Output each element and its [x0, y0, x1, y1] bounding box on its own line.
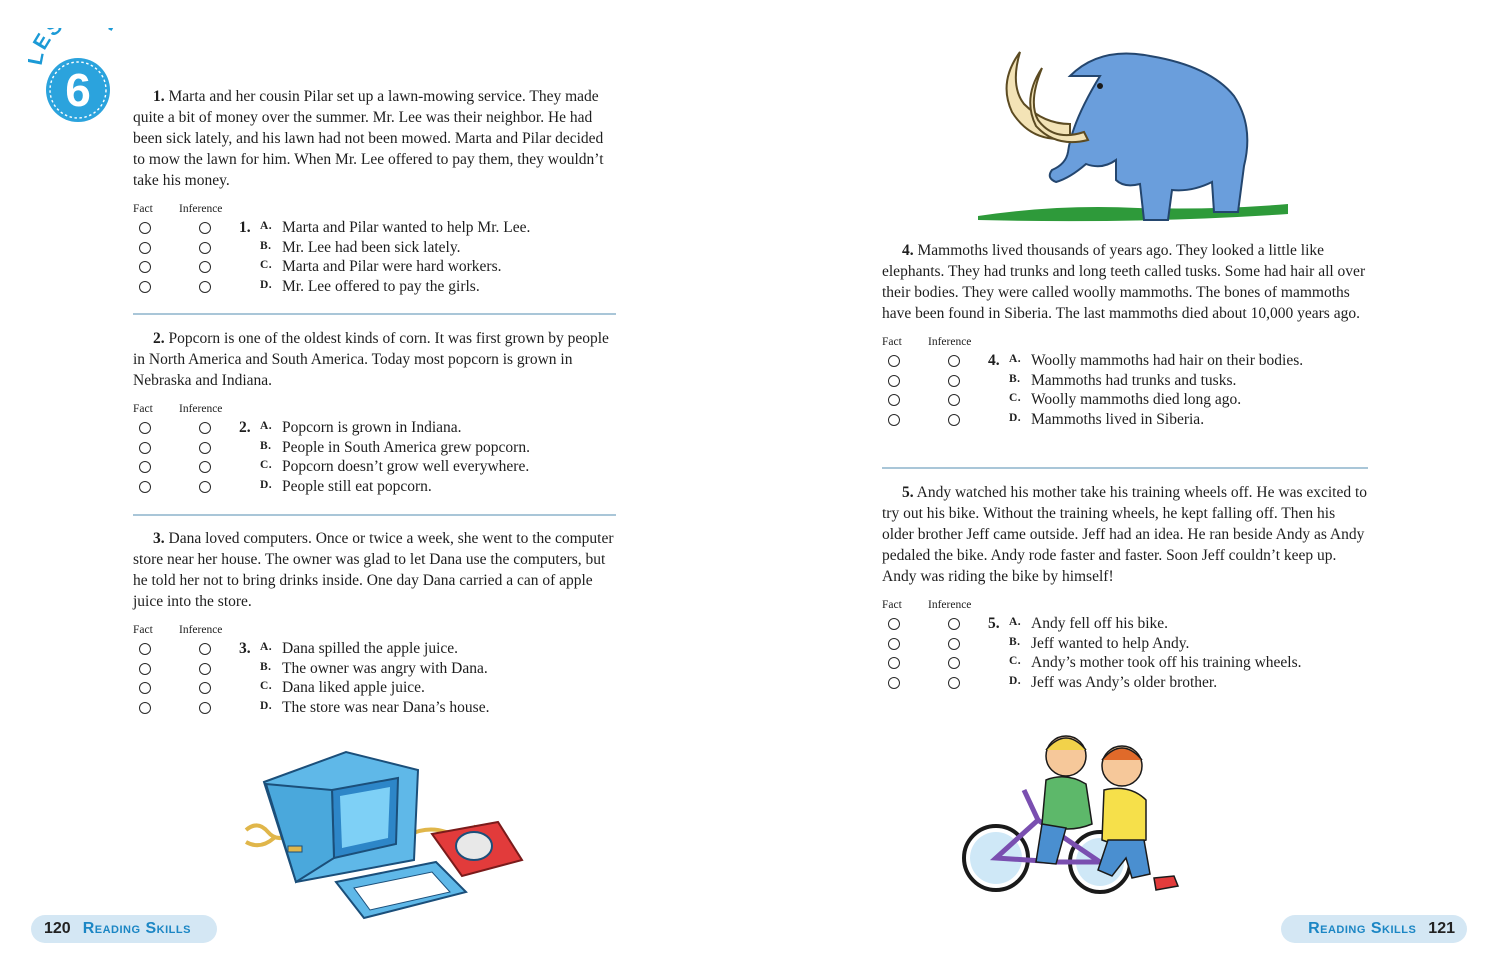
answer-grid-4: [882, 336, 1368, 430]
fact-radio[interactable]: [139, 281, 151, 293]
fact-radio[interactable]: [888, 394, 900, 406]
option-row: 4. A. Woolly mammoths had hair on their bodies.: [882, 352, 1368, 372]
inference-radio[interactable]: [199, 281, 211, 293]
inference-radio[interactable]: [948, 677, 960, 689]
fact-radio[interactable]: [139, 643, 151, 655]
fact-radio[interactable]: [888, 638, 900, 650]
inference-radio[interactable]: [948, 618, 960, 630]
fact-radio[interactable]: [139, 442, 151, 454]
right-footer: [1281, 915, 1467, 943]
inference-radio[interactable]: [948, 657, 960, 669]
right-page: [750, 0, 1500, 960]
fact-radio[interactable]: [139, 481, 151, 493]
inference-radio[interactable]: [948, 355, 960, 367]
divider: [133, 313, 616, 315]
option-row: B. Mammoths had trunks and tusks.: [882, 372, 1368, 392]
fact-header: Fact: [133, 403, 153, 415]
question-1: [133, 86, 619, 297]
inference-radio[interactable]: [199, 682, 211, 694]
option-row: D. Mr. Lee offered to pay the girls.: [133, 278, 619, 298]
passage-3: 3. Dana loved computers. Once or twice a week, she went to the computer store near her house. The owner was glad to let Dana use the computers, but he told her not to bring drinks inside. One day Dana carried a can of apple juice into the store.: [133, 530, 614, 610]
inference-radio[interactable]: [199, 663, 211, 675]
fact-radio[interactable]: [139, 663, 151, 675]
inference-radio[interactable]: [199, 442, 211, 454]
inference-radio[interactable]: [199, 242, 211, 254]
inference-radio[interactable]: [948, 394, 960, 406]
option-row: 2. A. Popcorn is grown in Indiana.: [133, 419, 619, 439]
option-row: C. Popcorn doesn’t grow well everywhere.: [133, 458, 619, 478]
option-row: B. People in South America grew popcorn.: [133, 439, 619, 459]
page-number: 120: [44, 920, 71, 937]
fact-radio[interactable]: [139, 682, 151, 694]
passage-2: 2. Popcorn is one of the oldest kinds of corn. It was first grown by people in North America and South America. Today most popcorn is grown in Nebraska and Indiana.: [133, 330, 609, 389]
page-number: 121: [1428, 920, 1455, 937]
divider: [882, 467, 1368, 469]
answer-grid-3: [133, 624, 619, 718]
fact-radio[interactable]: [888, 657, 900, 669]
question-5: [882, 482, 1368, 693]
option-row: D. People still eat popcorn.: [133, 478, 619, 498]
inference-header: Inference: [179, 403, 223, 415]
question-3: [133, 528, 619, 718]
fact-radio[interactable]: [888, 414, 900, 426]
option-row: D. Mammoths lived in Siberia.: [882, 411, 1368, 431]
fact-radio[interactable]: [139, 261, 151, 273]
inference-radio[interactable]: [199, 643, 211, 655]
inference-header: Inference: [179, 624, 223, 636]
inference-radio[interactable]: [199, 481, 211, 493]
fact-radio[interactable]: [888, 618, 900, 630]
fact-radio[interactable]: [888, 355, 900, 367]
option-row: D. Jeff was Andy’s older brother.: [882, 674, 1368, 694]
option-row: C. Dana liked apple juice.: [133, 679, 619, 699]
option-row: 3. A. Dana spilled the apple juice.: [133, 640, 619, 660]
computer-illustration: [236, 742, 526, 927]
inference-header: Inference: [928, 336, 972, 348]
option-row: 1. A. Marta and Pilar wanted to help Mr. Lee.: [133, 219, 619, 239]
question-2: [133, 328, 619, 497]
inference-radio[interactable]: [199, 461, 211, 473]
section-title: Reading Skills: [82, 920, 191, 937]
fact-radio[interactable]: [139, 702, 151, 714]
option-row: B. Jeff wanted to help Andy.: [882, 635, 1368, 655]
lesson-badge: [28, 28, 138, 138]
answer-grid-1: [133, 203, 619, 297]
option-row: D. The store was near Dana’s house.: [133, 699, 619, 719]
inference-radio[interactable]: [199, 261, 211, 273]
option-row: 5. A. Andy fell off his bike.: [882, 615, 1368, 635]
fact-radio[interactable]: [139, 222, 151, 234]
inference-radio[interactable]: [948, 414, 960, 426]
section-title: Reading Skills: [1308, 920, 1417, 937]
inference-header: Inference: [179, 203, 223, 215]
inference-radio[interactable]: [948, 375, 960, 387]
question-4: [882, 240, 1368, 430]
passage-1: 1. Marta and her cousin Pilar set up a lawn-mowing service. They made quite a bit of money over the summer. Mr. Lee was their neighbor. He had been sick lately, and his lawn had not been mowed. Marta and Pilar decided to mow the lawn for him. When Mr. Lee offered to pay them, they wouldn’t take his money.: [133, 88, 604, 189]
left-footer: [31, 915, 217, 943]
option-row: B. Mr. Lee had been sick lately.: [133, 239, 619, 259]
passage-5: 5. Andy watched his mother take his training wheels off. He was excited to try out his bike. Without the training wheels, he kept falling off. Then his older brother Jeff came outside. Jeff had an idea. He ran beside Andy as Andy pedaled the bike. Andy rode faster and faster. Soon Jeff couldn’t keep up. Andy was riding the bike by himself!: [882, 484, 1368, 585]
passage-4: 4. Mammoths lived thousands of years ago. They looked a little like elephants. They had trunks and long teeth called tusks. Some had hair all over their bodies. They were called woolly mammoths. The bones of mammoths have been found in Siberia. The last mammoths died about 10,000 years ago.: [882, 242, 1366, 322]
divider: [133, 514, 616, 516]
fact-header: Fact: [882, 336, 902, 348]
answer-grid-5: [882, 599, 1368, 693]
fact-radio[interactable]: [888, 677, 900, 689]
option-row: C. Woolly mammoths died long ago.: [882, 391, 1368, 411]
inference-radio[interactable]: [199, 702, 211, 714]
lesson-label: e: [28, 28, 57, 54]
fact-header: Fact: [133, 624, 153, 636]
inference-radio[interactable]: [199, 222, 211, 234]
bike-illustration: [958, 728, 1228, 913]
lesson-number: 6: [65, 64, 91, 116]
option-row: B. The owner was angry with Dana.: [133, 660, 619, 680]
option-row: C. Andy’s mother took off his training wheels.: [882, 654, 1368, 674]
fact-radio[interactable]: [139, 422, 151, 434]
answer-grid-2: [133, 403, 619, 497]
option-row: C. Marta and Pilar were hard workers.: [133, 258, 619, 278]
mammoth-illustration: [974, 36, 1294, 231]
fact-radio[interactable]: [888, 375, 900, 387]
fact-header: Fact: [882, 599, 902, 611]
fact-radio[interactable]: [139, 461, 151, 473]
inference-header: Inference: [928, 599, 972, 611]
inference-radio[interactable]: [199, 422, 211, 434]
fact-header: Fact: [133, 203, 153, 215]
fact-radio[interactable]: [139, 242, 151, 254]
inference-radio[interactable]: [948, 638, 960, 650]
